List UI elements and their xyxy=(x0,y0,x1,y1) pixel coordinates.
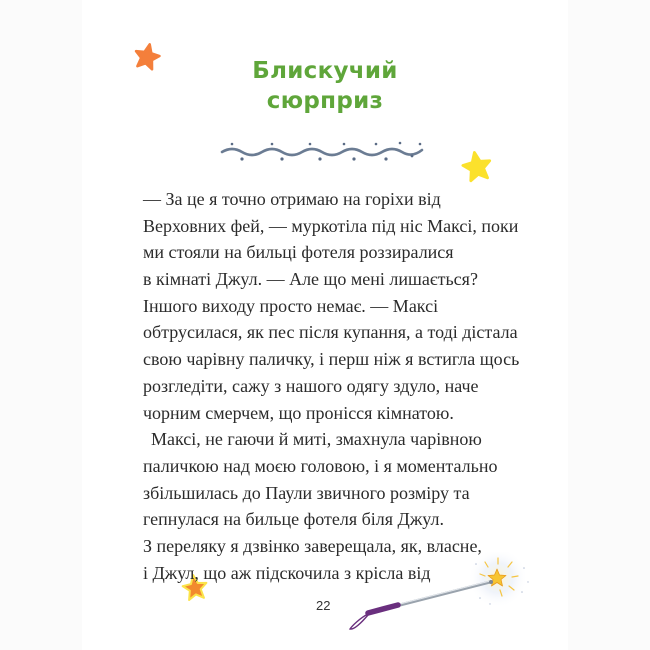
text-line: свою чарівну паличку, і перш ніж я встигла щось xyxy=(143,349,520,370)
text-line: обтрусилася, як пес після купання, а тоді дістала xyxy=(143,322,518,343)
text-line: паличкою над моєю головою, і я моментально xyxy=(143,455,498,476)
text-line: чорним смерчем, що пронісся кімнатою. xyxy=(143,402,454,423)
text-line: гепнулася на бильце фотеля біля Джул. xyxy=(143,509,444,530)
text-line: ми стояли на бильці фотеля роззиралися xyxy=(143,242,454,263)
magic-wand-icon xyxy=(340,552,540,632)
text-line: Іншого виходу просто немає. — Максі xyxy=(143,295,439,316)
text-line: З переляку я дзвінко заверещала, як, власне, xyxy=(143,535,482,556)
text-line: Максі, не гаючи й миті, змахнула чарівною xyxy=(151,429,482,450)
text-line: Верховних фей, — муркотіла під ніс Максі, поки xyxy=(143,215,519,236)
chapter-title-line-1: Блискучий xyxy=(252,58,398,84)
chapter-title-line-2: сюрприз xyxy=(266,88,384,114)
wavy-divider-icon xyxy=(220,140,426,162)
yellow-star-icon xyxy=(460,150,494,184)
text-line: в кімнаті Джул. — Але що мені лишається? xyxy=(143,269,478,290)
text-line: і Джул, що аж підскочила з крісла від xyxy=(143,562,431,583)
story-text xyxy=(143,186,543,586)
text-line: збільшилась до Паули звичного розміру та xyxy=(143,482,470,503)
chapter-title xyxy=(0,56,650,116)
page-number: 22 xyxy=(316,598,331,613)
text-line: — За це я точно отримаю на горіхи від xyxy=(143,189,441,209)
text-line: розгледіти, сажу з нашого одягу здуло, наче xyxy=(143,375,479,396)
